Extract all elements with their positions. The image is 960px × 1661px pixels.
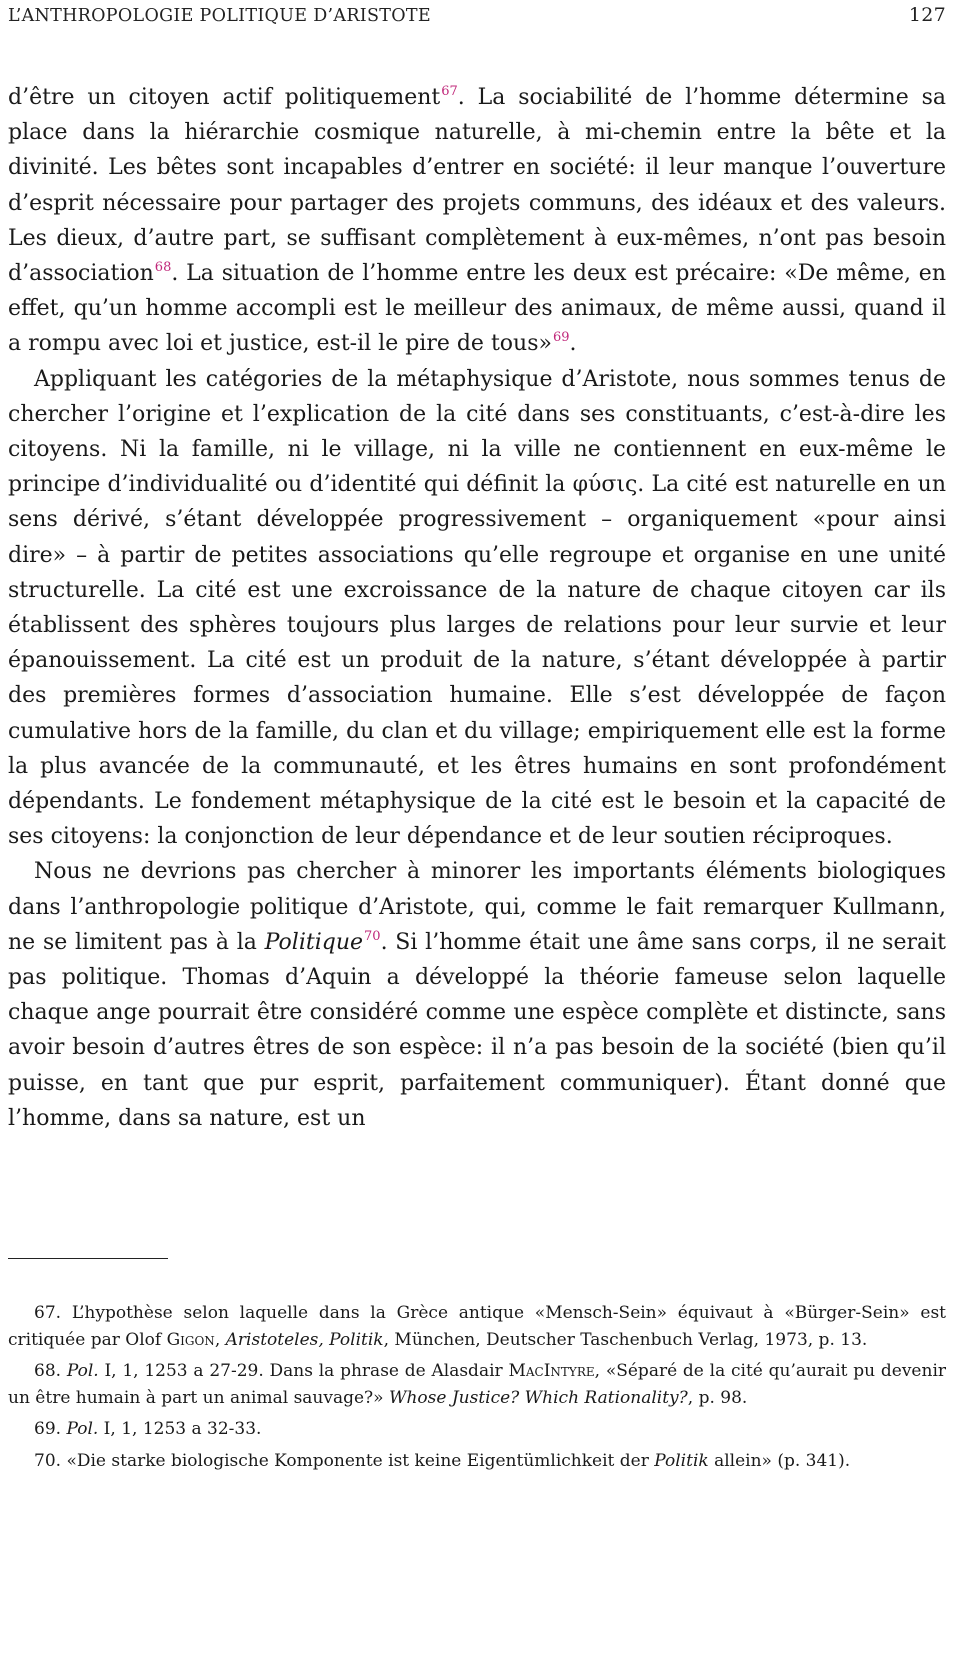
footnote-69 — [8, 1416, 946, 1443]
footnote-ref-70[interactable]: 70 — [364, 928, 381, 944]
footnotes — [8, 1300, 946, 1480]
author-name: Gigon — [166, 1329, 215, 1350]
text-run: allein» (p. 341). — [708, 1450, 851, 1471]
book-title: Whose Justice? Which Rationality? — [388, 1387, 688, 1408]
footnote-ref-69[interactable]: 69 — [552, 330, 570, 346]
footnote-68 — [8, 1358, 946, 1411]
text-run: , München, Deutscher Taschenbuch Verlag, 1973, p. 13. — [383, 1329, 868, 1350]
text-run: I, 1, 1253 a 27-29. Dans la phrase de Alasdair — [98, 1361, 509, 1382]
text-run: I, 1, 1253 a 32-33. — [98, 1419, 262, 1440]
footnote-ref-68[interactable]: 68 — [154, 260, 172, 276]
footnote-67 — [8, 1300, 946, 1353]
running-title: L’ANTHROPOLOGIE POLITIQUE D’ARISTOTE — [8, 6, 431, 26]
text-run: , «Séparé de la cité qu’aurait pu devenir un être humain à part un animal sauvage?» — [8, 1361, 947, 1408]
footnote-number: 68. — [34, 1361, 62, 1382]
abbrev-pol: Pol. — [66, 1419, 99, 1440]
paragraph-1 — [8, 80, 946, 362]
page-number: 127 — [908, 4, 946, 26]
footnote-divider — [8, 1258, 168, 1259]
italic-title: Politique — [264, 929, 364, 955]
footnote-number: 70. — [34, 1450, 62, 1471]
abbrev-pol: Pol. — [66, 1361, 99, 1382]
text-run: «Die starke biologische Komponente ist keine Eigentümlichkeit der — [61, 1450, 655, 1471]
text-run: L’hypothèse selon laquelle dans la Grèce antique «Mensch-Sein» équivaut à «Bürger-Sein» est critiquée par Olof — [8, 1303, 946, 1350]
text-run: , — [214, 1329, 226, 1350]
footnote-70 — [8, 1448, 946, 1475]
text-run: . La sociabilité de l’homme détermine sa place dans la hiérarchie cosmique naturelle, à mi-chemin entre la bête et la divinité. Les bêtes sont incapables d’entrer en société: il leur manque l’ouverture d’esprit nécessaire pour partager des projets communs, des idéaux et des valeurs. Les dieux, d’autre part, se suffisant complètement à eux-mêmes, n’ont pas besoin d’association — [8, 85, 947, 287]
paragraph-3 — [8, 854, 946, 1136]
text-run: . La situation de l’homme entre les deux est précaire: «De même, en effet, qu’un homme accompli est le meilleur des animaux, de même aussi, quand il a rompu avec loi et justice, est-il le pire de tous» — [8, 261, 946, 357]
paragraph-2: Appliquant les catégories de la métaphysique d’Aristote, nous sommes tenus de chercher l’origine et l’explication de la cité dans ses constituants, c’est-à-dire les citoyens. Ni la famille, ni le village, ni la ville ne contiennent en eux-même le principe d’individualité ou d’identité qui définit la φύσις. La cité est naturelle en un sens dérivé, s’étant développée progressivement – organiquement «pour ainsi dire» – à partir de petites associations qu’elle regroupe et organise en une unité structurelle. La cité est une excroissance de la nature de chaque citoyen car ils établissent des sphères toujours plus larges de relations pour leur survie et leur épanouissement. La cité est un produit de la nature, s’étant développée à partir des premières formes d’association humaine. Elle s’est développée de façon cumulative hors de la famille, du clan et du village; empiriquement elle est la forme la plus avancée de la communauté, et les êtres humains en sont profondément dépendants. Le fondement métaphysique de la cité est le besoin et la capacité de ses citoyens: la conjonction de leur dépendance et de leur soutien réciproques. — [8, 366, 946, 850]
book-title: Aristoteles, Politik — [225, 1329, 384, 1350]
text-run: Nous ne devrions pas chercher à minorer les importants éléments biologiques dans l’anthropologie politique d’Aristote, qui, comme le fait remarquer Kullmann, ne se limitent pas à la — [8, 859, 946, 955]
book-title: Politik — [654, 1450, 709, 1471]
footnote-ref-67[interactable]: 67 — [441, 84, 458, 99]
text-run: d’être un citoyen actif politiquement — [8, 85, 441, 110]
text-run: , p. 98. — [687, 1387, 748, 1408]
footnote-number: 69. — [34, 1419, 62, 1440]
footnote-number: 67. — [34, 1303, 62, 1323]
running-header — [8, 4, 946, 38]
text-run: . Si l’homme était une âme sans corps, il ne serait pas politique. Thomas d’Aquin a développé la théorie fameuse selon laquelle chaque ange pourrait être considéré comme une espèce complète et distincte, sans avoir besoin d’autres êtres de son espèce: il n’a pas besoin de la société (bien qu’il puisse, en tant que pur esprit, parfaitement communiquer). Étant donné que l’homme, dans sa nature, est un — [8, 929, 946, 1131]
main-text — [8, 80, 946, 1136]
text-run: . — [569, 331, 577, 357]
author-name: MacIntyre — [508, 1361, 595, 1382]
